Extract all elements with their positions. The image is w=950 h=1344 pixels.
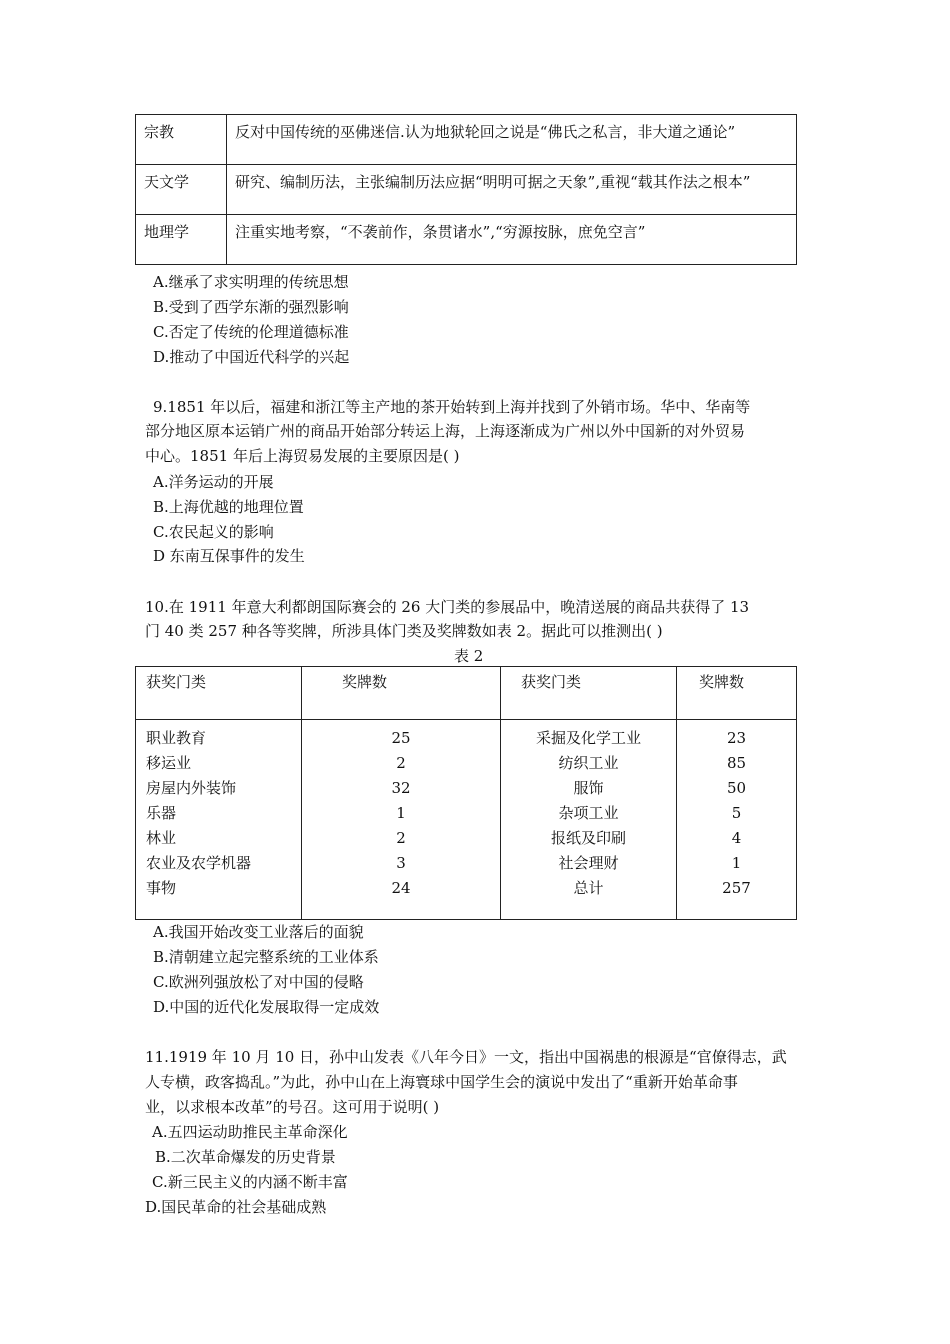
list-item: 事物 (146, 879, 177, 897)
q11-option-c: C.新三民主义的内涵不断丰富 (152, 1173, 348, 1191)
q8-option-d: D.推动了中国近代科学的兴起 (153, 348, 350, 366)
list-item: 25 (391, 729, 411, 747)
q11-option-a: A.五四运动助推民主革命深化 (152, 1123, 348, 1141)
q10-option-b: B.清朝建立起完整系统的工业体系 (153, 948, 379, 966)
q11-stem-line-1: 11.1919 年 10 月 10 日，孙中山发表《八年今日》一文，指出中国祸患的根源是“官僚得志，武 (145, 1048, 787, 1066)
header-count-right: 奖牌数 (677, 667, 797, 720)
list-item: 32 (391, 779, 411, 797)
table-cell-content: 注重实地考察，“不袭前作，条贯诸水”,“穷源按脉，庶免空言” (227, 215, 797, 265)
list-item: 24 (391, 879, 411, 897)
list-item: 杂项工业 (558, 804, 619, 822)
table-row (136, 215, 797, 265)
list-item: 4 (731, 829, 742, 847)
table-cell-field: 天文学 (136, 165, 227, 215)
q11-option-b: B.二次革命爆发的历史背景 (155, 1148, 336, 1166)
q11-stem-line-3: 业，以求根本改革”的号召。这可用于说明( ) (145, 1098, 440, 1116)
header-count-left: 奖牌数 (302, 667, 501, 720)
list-item: 房屋内外装饰 (146, 779, 237, 797)
right-count-column (677, 720, 797, 920)
list-item: 报纸及印刷 (550, 829, 626, 847)
list-item: 农业及农学机器 (146, 854, 252, 872)
q9-stem-line-1: 9.1851 年以后，福建和浙江等主产地的茶开始转到上海并找到了外销市场。华中、华南等 (153, 398, 751, 416)
q10-stem-line-1: 10.在 1911 年意大利都朗国际赛会的 26 大门类的参展品中，晚清送展的商品共获得了 13 (145, 598, 750, 616)
list-item: 2 (396, 829, 406, 847)
table-header-row (136, 667, 797, 720)
right-category-column (501, 720, 677, 920)
list-item: 服饰 (573, 779, 604, 797)
table-cell-content: 研究、编制历法，主张编制历法应据“明明可据之天象”,重视“载其作法之根本” (227, 165, 797, 215)
header-category-right: 获奖门类 (501, 667, 677, 720)
table-body-row (136, 720, 797, 920)
list-item: 采掘及化学工业 (535, 729, 641, 747)
table-1 (135, 114, 797, 265)
table-cell-field: 地理学 (136, 215, 227, 265)
left-count-column (302, 720, 501, 920)
list-item: 1 (396, 804, 406, 822)
table-row (136, 165, 797, 215)
list-item: 总计 (573, 879, 604, 897)
table-cell-content: 反对中国传统的巫佛迷信.认为地狱轮回之说是“佛氏之私言，非大道之通论” (227, 115, 797, 165)
table-2 (135, 666, 797, 920)
q11-option-d: D.国民革命的社会基础成熟 (145, 1198, 327, 1216)
list-item: 2 (396, 754, 406, 772)
list-item: 257 (722, 879, 751, 897)
list-item: 职业教育 (146, 729, 207, 747)
q8-option-c: C.否定了传统的伦理道德标准 (153, 323, 349, 341)
list-item: 5 (731, 804, 742, 822)
q10-option-a: A.我国开始改变工业落后的面貌 (153, 923, 364, 941)
q11-stem-line-2: 人专横，政客捣乱。”为此，孙中山在上海寰球中国学生会的演说中发出了“重新开始革命事 (145, 1073, 738, 1091)
list-item: 纺织工业 (558, 754, 619, 772)
q9-stem-line-3: 中心。1851 年后上海贸易发展的主要原因是( ) (145, 447, 460, 465)
q10-option-d: D.中国的近代化发展取得一定成效 (153, 998, 380, 1016)
list-item: 乐器 (146, 804, 177, 822)
q8-option-a: A.继承了求实明理的传统思想 (153, 273, 349, 291)
q8-option-b: B.受到了西学东渐的强烈影响 (153, 298, 349, 316)
list-item: 1 (731, 854, 742, 872)
q9-stem-line-2: 部分地区原本运销广州的商品开始部分转运上海，上海逐渐成为广州以外中国新的对外贸易 (145, 422, 746, 440)
list-item: 50 (726, 779, 747, 797)
list-item: 移运业 (146, 754, 192, 772)
list-item: 85 (726, 754, 747, 772)
q10-stem-line-2: 门 40 类 257 种各等奖牌，所涉具体门类及奖牌数如表 2。据此可以推测出( ) (145, 622, 663, 640)
table-2-caption: 表 2 (454, 647, 484, 665)
q9-option-a: A.洋务运动的开展 (153, 473, 274, 491)
table-cell-field: 宗教 (136, 115, 227, 165)
q9-option-c: C.农民起义的影响 (153, 523, 274, 541)
list-item: 23 (726, 729, 747, 747)
list-item: 3 (396, 854, 406, 872)
table-row (136, 115, 797, 165)
q9-option-d: D 东南互保事件的发生 (153, 547, 305, 565)
q9-option-b: B.上海优越的地理位置 (153, 498, 304, 516)
list-item: 社会理财 (558, 854, 619, 872)
header-category-left: 获奖门类 (136, 667, 302, 720)
q10-option-c: C.欧洲列强放松了对中国的侵略 (153, 973, 364, 991)
list-item: 林业 (146, 829, 177, 847)
left-category-column (136, 720, 302, 920)
